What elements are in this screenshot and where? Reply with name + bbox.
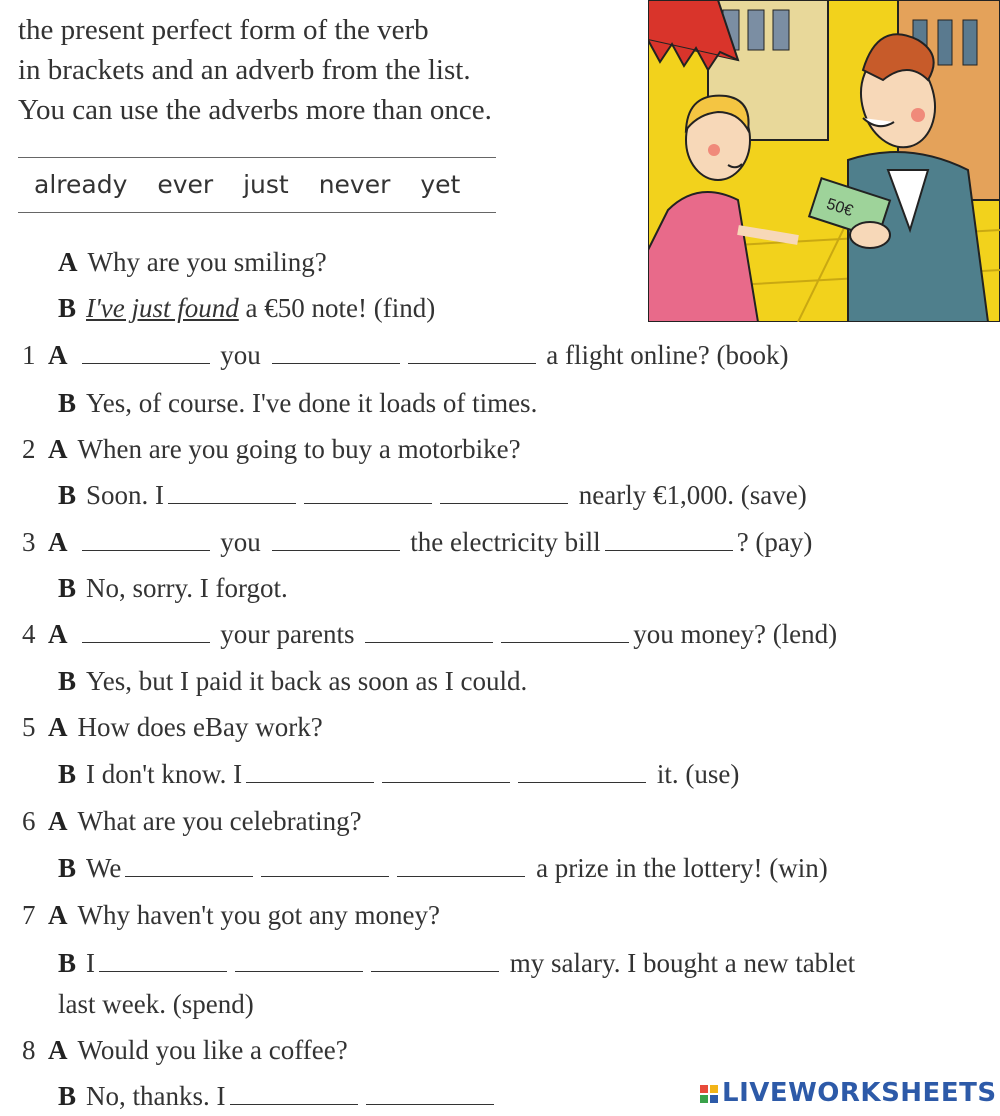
q4-b-line xyxy=(58,663,527,699)
question-number: 7 xyxy=(22,900,36,930)
q4-b-text: Yes, but I paid it back as soon as I could. xyxy=(86,666,528,696)
example-b-text: a €50 note! (find) xyxy=(238,293,436,323)
q7-text-1: I xyxy=(86,948,96,978)
q1-b-line xyxy=(58,385,537,421)
q2-text-2: nearly €1,000. (save) xyxy=(578,480,807,510)
example-a-text: Why are you smiling? xyxy=(87,247,327,277)
q5-text-2: it. (use) xyxy=(656,759,740,789)
q2-b-line xyxy=(58,477,807,513)
q7-b-line xyxy=(58,945,855,981)
adverb-just: just xyxy=(243,170,289,199)
q7-blank-1[interactable] xyxy=(99,945,227,972)
question-number: 5 xyxy=(22,712,36,742)
q8-blank-1[interactable] xyxy=(230,1078,358,1105)
speaker-label: B xyxy=(58,293,77,323)
q3-blank-1[interactable] xyxy=(82,524,210,551)
example-answer: I've just found xyxy=(86,293,239,323)
adverb-box-top-rule xyxy=(18,157,496,158)
q7-blank-3[interactable] xyxy=(371,945,499,972)
speaker-label: A xyxy=(48,527,68,557)
q1-blank-1[interactable] xyxy=(82,337,210,364)
q1-text-1: you xyxy=(220,340,261,370)
q1-blank-2[interactable] xyxy=(272,337,400,364)
banknote-label: 50€ xyxy=(824,195,855,221)
q3-text-3: ? (pay) xyxy=(736,527,813,557)
q7-text-2: my salary. I bought a new tablet xyxy=(509,948,856,978)
q7-blank-2[interactable] xyxy=(235,945,363,972)
q1-a-line xyxy=(22,337,788,373)
speaker-label: B xyxy=(58,480,77,510)
instruction-line-2: in brackets and an adverb from the list. xyxy=(18,54,471,86)
q3-text-1: you xyxy=(220,527,261,557)
instruction-line-1: the present perfect form of the verb xyxy=(18,14,429,46)
speaker-label: A xyxy=(58,247,78,277)
speaker-label: A xyxy=(48,340,68,370)
q2-blank-1[interactable] xyxy=(168,477,296,504)
question-number: 1 xyxy=(22,340,36,370)
speaker-label: B xyxy=(58,388,77,418)
question-number: 4 xyxy=(22,619,36,649)
q4-text-2: you money? (lend) xyxy=(633,619,838,649)
q8-blank-2[interactable] xyxy=(366,1078,494,1105)
q6-text-2: a prize in the lottery! (win) xyxy=(536,853,828,883)
speaker-label: A xyxy=(48,1035,68,1065)
q3-b-text: No, sorry. I forgot. xyxy=(86,573,288,603)
q7-a-text: Why haven't you got any money? xyxy=(77,900,441,930)
logo-grid-icon xyxy=(700,1085,718,1103)
q5-blank-1[interactable] xyxy=(246,756,374,783)
q6-a-text: What are you celebrating? xyxy=(77,806,362,836)
speaker-label: B xyxy=(58,948,77,978)
question-number: 2 xyxy=(22,434,36,464)
q1-b-text: Yes, of course. I've done it loads of times. xyxy=(86,388,538,418)
speaker-label: A xyxy=(48,806,68,836)
speaker-label: B xyxy=(58,759,77,789)
speaker-label: B xyxy=(58,853,77,883)
speaker-label: B xyxy=(58,666,77,696)
logo-text: LIVEWORKSHEETS xyxy=(722,1078,997,1108)
instruction-line-3: You can use the adverbs more than once. xyxy=(18,94,492,126)
question-number: 6 xyxy=(22,806,36,836)
question-number: 8 xyxy=(22,1035,36,1065)
q6-blank-1[interactable] xyxy=(125,850,253,877)
q5-blank-2[interactable] xyxy=(382,756,510,783)
q3-blank-3[interactable] xyxy=(605,524,733,551)
q8-a-line xyxy=(22,1032,348,1068)
q6-blank-3[interactable] xyxy=(397,850,525,877)
adverb-yet: yet xyxy=(420,170,461,199)
illustration-cafe-scene xyxy=(648,0,1000,322)
q3-a-line xyxy=(22,524,812,560)
q4-blank-2[interactable] xyxy=(365,616,493,643)
speaker-label: A xyxy=(48,900,68,930)
q6-text-1: We xyxy=(86,853,122,883)
q4-blank-1[interactable] xyxy=(82,616,210,643)
q5-b-line xyxy=(58,756,739,792)
q2-blank-3[interactable] xyxy=(440,477,568,504)
q2-a-text: When are you going to buy a motorbike? xyxy=(77,434,521,464)
q1-text-2: a flight online? (book) xyxy=(546,340,789,370)
q3-blank-2[interactable] xyxy=(272,524,400,551)
q5-text-1: I don't know. I xyxy=(86,759,243,789)
q6-b-line xyxy=(58,850,828,886)
q5-a-line xyxy=(22,709,323,745)
q6-a-line xyxy=(22,803,362,839)
q2-a-line xyxy=(22,431,521,467)
q5-a-text: How does eBay work? xyxy=(77,712,323,742)
q3-b-line xyxy=(58,570,288,606)
speaker-label: B xyxy=(58,1081,77,1111)
adverb-already: already xyxy=(34,170,128,199)
question-number: 3 xyxy=(22,527,36,557)
q2-blank-2[interactable] xyxy=(304,477,432,504)
q4-blank-3[interactable] xyxy=(501,616,629,643)
q3-text-2: the electricity bill xyxy=(410,527,601,557)
speaker-label: B xyxy=(58,573,77,603)
q8-a-text: Would you like a coffee? xyxy=(77,1035,348,1065)
q7-text-3: last week. (spend) xyxy=(58,989,254,1019)
adverb-list xyxy=(34,170,482,199)
adverb-box-bottom-rule xyxy=(18,212,496,213)
q7-b-line-cont xyxy=(58,986,254,1022)
liveworksheets-logo xyxy=(700,1078,997,1108)
q6-blank-2[interactable] xyxy=(261,850,389,877)
q7-a-line xyxy=(22,897,440,933)
q5-blank-3[interactable] xyxy=(518,756,646,783)
q2-text-1: Soon. I xyxy=(86,480,165,510)
q4-a-line xyxy=(22,616,837,652)
q8-text-1: No, thanks. I xyxy=(86,1081,226,1111)
q1-blank-3[interactable] xyxy=(408,337,536,364)
example-b xyxy=(58,290,435,326)
speaker-label: A xyxy=(48,619,68,649)
example-a xyxy=(58,244,327,280)
speaker-label: A xyxy=(48,434,68,464)
q4-text-1: your parents xyxy=(220,619,355,649)
adverb-ever: ever xyxy=(157,170,214,199)
q8-b-line xyxy=(58,1078,498,1114)
speaker-label: A xyxy=(48,712,68,742)
adverb-never: never xyxy=(318,170,391,199)
